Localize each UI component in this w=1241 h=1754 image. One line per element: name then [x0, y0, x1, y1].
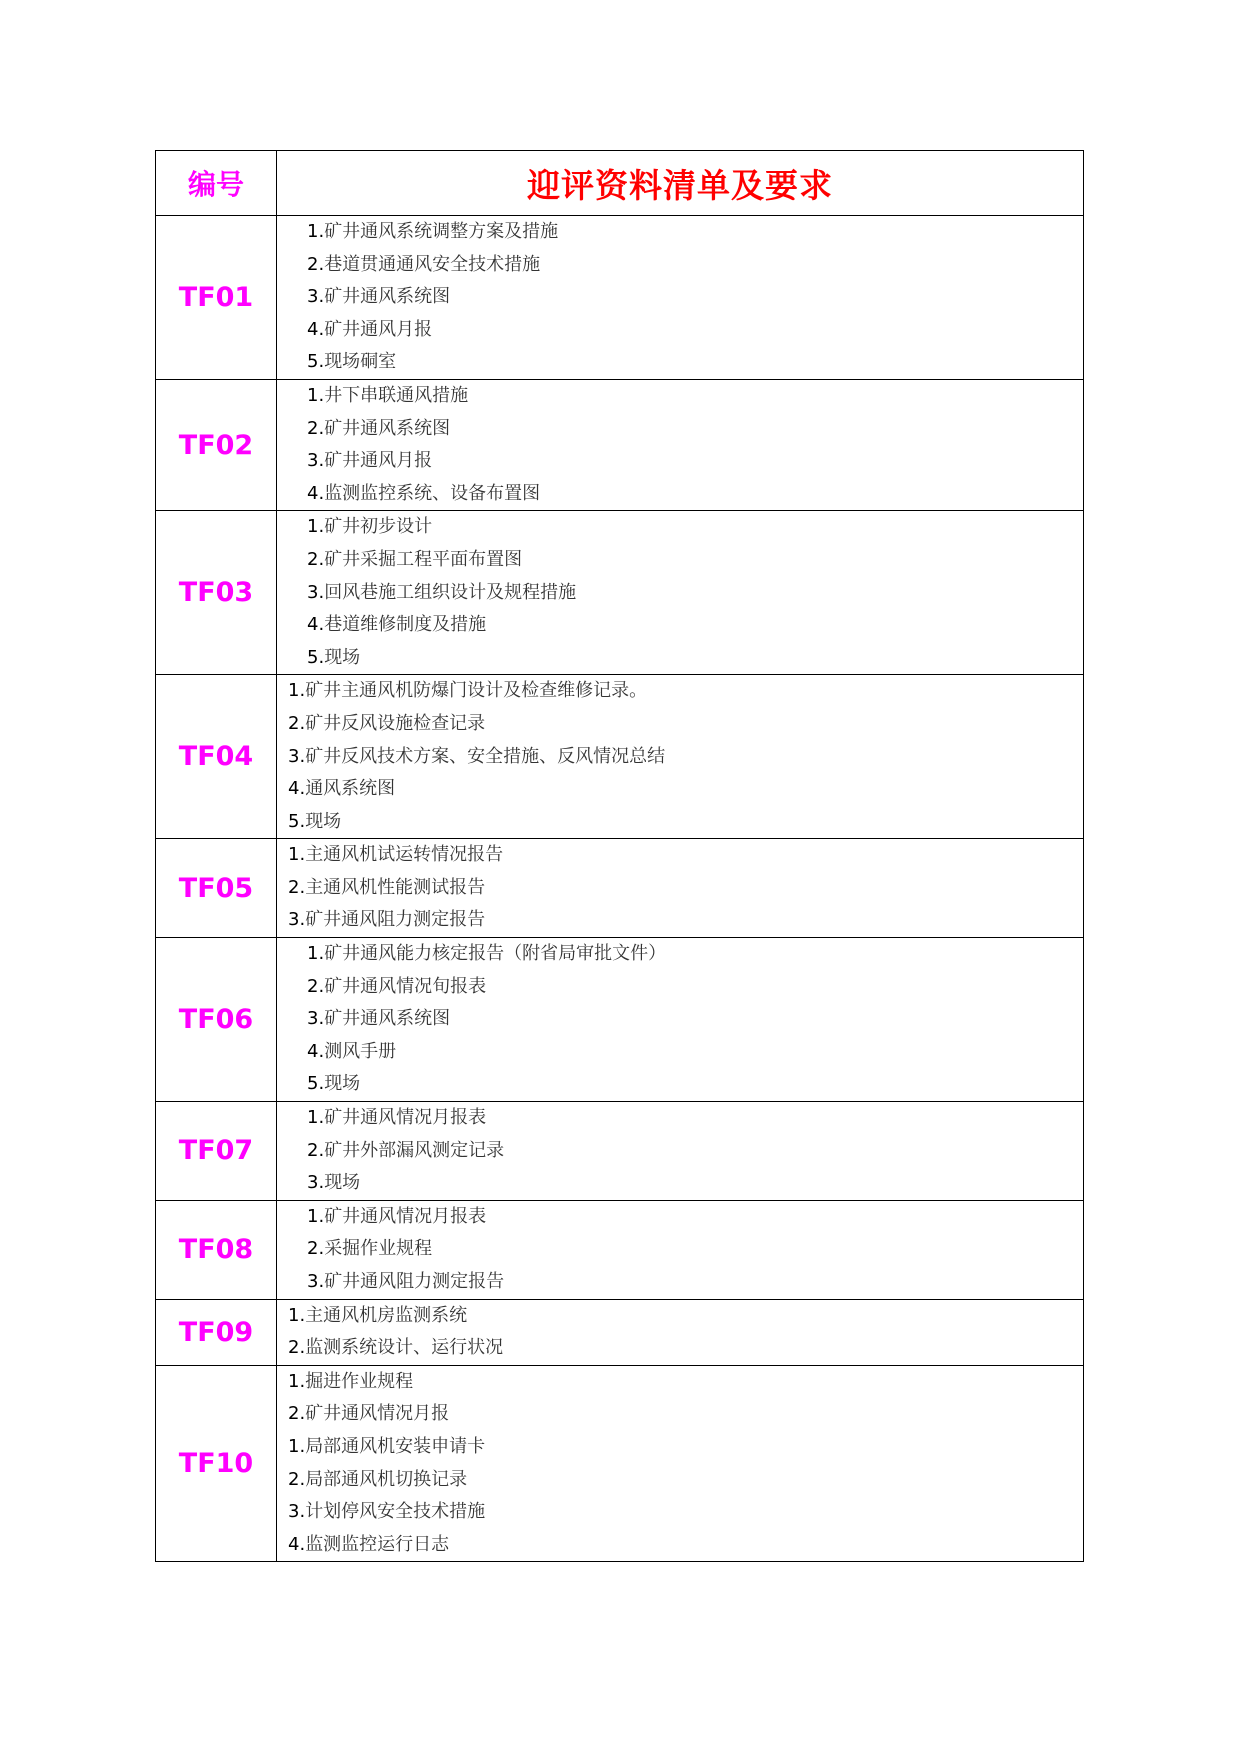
list-item — [277, 1233, 1083, 1266]
list-item-text: 测风手册 — [324, 1040, 397, 1062]
list-item — [277, 1266, 1083, 1299]
list-item-text: 矿井通风情况月报 — [305, 1403, 450, 1425]
list-item — [277, 1135, 1083, 1168]
list-item — [277, 478, 1083, 511]
list-item-text: 采掘作业规程 — [324, 1238, 433, 1260]
list-item-number: 2. — [288, 1337, 306, 1359]
list-item — [277, 1003, 1083, 1036]
list-item-text: 矿井通风系统图 — [324, 1008, 451, 1030]
requirement-list — [277, 1102, 1084, 1201]
list-item-number: 2. — [288, 1403, 306, 1425]
list-item — [277, 938, 1083, 971]
list-item — [277, 872, 1083, 905]
list-item-number: 3. — [307, 1172, 325, 1194]
list-item-number: 2. — [288, 712, 306, 734]
list-item-number: 1. — [307, 943, 325, 965]
list-item-number: 1. — [288, 844, 306, 866]
table-row — [156, 1102, 1084, 1201]
list-item-text: 矿井通风月报 — [324, 450, 433, 472]
list-item-number: 5. — [307, 351, 325, 373]
table-row — [156, 938, 1084, 1102]
table-row — [156, 511, 1084, 675]
list-item-number: 2. — [307, 253, 325, 275]
table-row — [156, 1299, 1084, 1365]
list-item-text: 井下串联通风措施 — [324, 384, 469, 406]
list-item-text: 矿井通风系统图 — [324, 286, 451, 308]
list-item-text: 主通风机试运转情况报告 — [305, 844, 504, 866]
list-item — [277, 609, 1083, 642]
list-item-text: 矿井反风设施检查记录 — [305, 712, 486, 734]
list-item-text: 巷道贯通通风安全技术措施 — [324, 253, 541, 275]
list-item-number: 1. — [307, 1205, 325, 1227]
list-item — [277, 839, 1083, 872]
list-item-text: 矿井通风月报 — [324, 318, 433, 340]
list-item — [277, 1366, 1083, 1399]
list-item-number: 5. — [307, 1073, 325, 1095]
list-item-text: 回风巷施工组织设计及规程措施 — [324, 581, 577, 603]
list-item-text: 矿井通风系统图 — [324, 417, 451, 439]
list-item-number: 4. — [307, 318, 325, 340]
list-item-text: 主通风机房监测系统 — [305, 1304, 468, 1326]
list-item-number: 2. — [288, 1468, 306, 1490]
list-item-text: 现场 — [324, 1073, 361, 1095]
list-item-text: 矿井通风情况月报表 — [324, 1205, 487, 1227]
list-item-text: 巷道维修制度及措施 — [324, 614, 487, 636]
requirement-list — [277, 216, 1084, 380]
list-item-number: 3. — [307, 581, 325, 603]
requirement-list — [277, 839, 1084, 938]
list-item-text: 矿井采掘工程平面布置图 — [324, 548, 523, 570]
list-item-number: 4. — [307, 614, 325, 636]
list-item-number: 3. — [288, 909, 306, 931]
list-item-text: 监测监控运行日志 — [305, 1533, 450, 1555]
list-item-text: 矿井通风情况月报表 — [324, 1107, 487, 1129]
requirement-list — [277, 675, 1084, 839]
list-item-number: 5. — [307, 646, 325, 668]
list-item-number: 2. — [307, 417, 325, 439]
list-item — [277, 413, 1083, 446]
list-item-text: 现场 — [324, 646, 361, 668]
list-item-text: 矿井通风阻力测定报告 — [324, 1271, 505, 1292]
list-item-number: 1. — [307, 516, 325, 538]
list-item — [277, 281, 1083, 314]
table-row — [156, 216, 1084, 380]
item-code: TF07 — [156, 1102, 277, 1201]
list-item — [277, 773, 1083, 806]
code-column-header: 编号 — [156, 151, 277, 216]
list-item — [277, 445, 1083, 478]
list-item-text: 局部通风机安装申请卡 — [305, 1435, 486, 1457]
list-item — [277, 741, 1083, 774]
list-item — [277, 216, 1083, 249]
item-code: TF01 — [156, 216, 277, 380]
list-item — [277, 642, 1083, 675]
list-item-number: 2. — [307, 548, 325, 570]
requirements-table — [155, 150, 1084, 1562]
list-item-number: 1. — [307, 1107, 325, 1129]
list-item — [277, 1068, 1083, 1101]
list-item-number: 1. — [288, 1435, 306, 1457]
list-item — [277, 1431, 1083, 1464]
list-item-number: 4. — [307, 482, 325, 504]
list-item — [277, 1496, 1083, 1529]
list-item — [277, 1201, 1083, 1234]
list-item — [277, 544, 1083, 577]
list-item-text: 计划停风安全技术措施 — [305, 1501, 486, 1523]
list-item-number: 3. — [288, 1501, 306, 1523]
list-item — [277, 1300, 1083, 1333]
list-item — [277, 380, 1083, 413]
list-item-number: 2. — [288, 876, 306, 898]
list-item-text: 矿井主通风机防爆门设计及检查维修记录。 — [305, 680, 648, 702]
list-item — [277, 708, 1083, 741]
table-header-row — [156, 151, 1084, 216]
item-code: TF09 — [156, 1299, 277, 1365]
list-item-number: 2. — [307, 975, 325, 997]
list-item-number: 2. — [307, 1238, 325, 1260]
list-item-number: 5. — [288, 810, 306, 832]
list-item-number: 1. — [288, 1304, 306, 1326]
list-item — [277, 1036, 1083, 1069]
list-item-text: 局部通风机切换记录 — [305, 1468, 468, 1490]
requirement-list — [277, 1299, 1084, 1365]
list-item — [277, 314, 1083, 347]
list-item-text: 矿井外部漏风测定记录 — [324, 1139, 505, 1161]
list-item-text: 矿井反风技术方案、安全措施、反风情况总结 — [305, 745, 666, 767]
list-item-number: 2. — [307, 1139, 325, 1161]
item-code: TF03 — [156, 511, 277, 675]
table-row — [156, 379, 1084, 510]
item-code: TF06 — [156, 938, 277, 1102]
list-item-number: 1. — [307, 221, 325, 242]
list-item-number: 1. — [288, 1370, 306, 1392]
item-code: TF10 — [156, 1365, 277, 1562]
list-item-text: 矿井通风情况旬报表 — [324, 975, 487, 997]
table-row — [156, 675, 1084, 839]
requirement-list — [277, 379, 1084, 510]
list-item — [277, 806, 1083, 839]
item-code: TF08 — [156, 1200, 277, 1299]
table-row — [156, 839, 1084, 938]
list-item-number: 4. — [288, 1533, 306, 1555]
list-item-text: 现场 — [305, 810, 342, 832]
list-item-number: 3. — [307, 450, 325, 472]
table-row — [156, 1365, 1084, 1562]
list-item-text: 通风系统图 — [305, 778, 396, 800]
list-item — [277, 1102, 1083, 1135]
table-body — [156, 216, 1084, 1562]
list-item — [277, 577, 1083, 610]
list-item — [277, 904, 1083, 937]
list-item-text: 现场硐室 — [324, 351, 397, 373]
list-item — [277, 971, 1083, 1004]
list-item — [277, 511, 1083, 544]
list-item-number: 3. — [307, 1271, 325, 1292]
list-item-number: 4. — [288, 778, 306, 800]
requirement-list — [277, 511, 1084, 675]
list-item-text: 掘进作业规程 — [305, 1370, 414, 1392]
item-code: TF02 — [156, 379, 277, 510]
list-item — [277, 249, 1083, 282]
list-item-text: 主通风机性能测试报告 — [305, 876, 486, 898]
requirement-list — [277, 1200, 1084, 1299]
list-item-text: 监测监控系统、设备布置图 — [324, 482, 541, 504]
table-row — [156, 1200, 1084, 1299]
item-code: TF04 — [156, 675, 277, 839]
list-item — [277, 675, 1083, 708]
list-item-text: 矿井通风阻力测定报告 — [305, 909, 486, 931]
list-item-text: 现场 — [324, 1172, 361, 1194]
list-item — [277, 1167, 1083, 1200]
list-item-number: 3. — [307, 286, 325, 308]
list-item-text: 监测系统设计、运行状况 — [305, 1337, 504, 1359]
list-item — [277, 1332, 1083, 1365]
list-item — [277, 1529, 1083, 1562]
list-item-text: 矿井通风系统调整方案及措施 — [324, 221, 559, 242]
list-item-number: 3. — [307, 1008, 325, 1030]
list-item-number: 3. — [288, 745, 306, 767]
list-item — [277, 1398, 1083, 1431]
list-item-number: 1. — [288, 680, 306, 702]
list-item-text: 矿井通风能力核定报告（附省局审批文件） — [324, 943, 667, 965]
requirement-list — [277, 1365, 1084, 1562]
list-item-number: 4. — [307, 1040, 325, 1062]
list-item-number: 1. — [307, 384, 325, 406]
table-title: 迎评资料清单及要求 — [277, 151, 1084, 216]
list-item-text: 矿井初步设计 — [324, 516, 433, 538]
item-code: TF05 — [156, 839, 277, 938]
list-item — [277, 346, 1083, 379]
requirement-list — [277, 938, 1084, 1102]
list-item — [277, 1464, 1083, 1497]
